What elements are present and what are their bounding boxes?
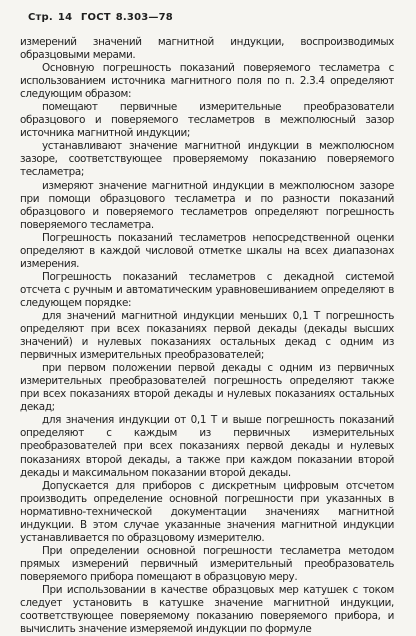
paragraph: Погрешность показаний тесламетров с декадной системой отсчета с ручным и автоматическим уравновешиванием определяют в следующем порядке:	[20, 270, 394, 309]
body-text	[20, 36, 394, 636]
page-header	[28, 12, 178, 23]
standard-label: ГОСТ	[80, 12, 111, 23]
paragraph: измеряют значение магнитной индукции в межполюсном зазоре при помощи образцового тесламетра и по разности показаний образцового и поверяемого тесламетров определяют погрешность поверяемого тесламетра.	[20, 179, 394, 231]
paragraph: измерений значений магнитной индукции, воспроизводимых образцовыми мерами.	[20, 36, 394, 62]
paragraph: помещают первичные измерительные преобразователи образцового и поверяемого тесламетров в межполюсный зазор источника магнитной индукции;	[20, 101, 394, 140]
paragraph: При определении основной погрешности тесламетра методом прямых измерений первичный измерительный преобразователь поверяемого прибора помещают в образцовую меру.	[20, 544, 394, 583]
paragraph: Погрешность показаний тесламетров непосредственной оценки определяют в каждой числовой отметке шкалы на всех диапазонах измерения.	[20, 231, 394, 270]
page-label: Стр.	[28, 12, 53, 23]
paragraph: при первом положении первой декады с одним из первичных измерительных преобразователей погрешность определяют также при всех показаниях второй декады и нулевых показаниях остальных декад;	[20, 362, 394, 414]
paragraph: При использовании в качестве образцовых мер катушек с током следует установить в катушке значение магнитной индукции, соответствующее поверяемому показанию поверяемого прибора, и вычислить значение измеряемой индукции по формуле	[20, 583, 394, 636]
paragraph: для значений магнитной индукции меньших 0,1 Т погрешность определяют при всех показаниях первой декады (декады высших значений) и нулевых показаниях остальных декад с одним из первичных измерительных преобразователей;	[20, 309, 394, 362]
paragraph: Основную погрешность показаний поверяемого тесламетра с использованием источника магнитного поля по п. 2.3.4 определяют следующим образом:	[20, 62, 394, 101]
paragraph: Допускается для приборов с дискретным цифровым отсчетом производить определение основной погрешности при указанных в нормативно-технической документации значениях магнитной индукции. В этом случае указанные значения магнитной индукции устанавливается по образцовому измерителю.	[20, 479, 394, 544]
page-number: 14	[57, 12, 73, 23]
paragraph: устанавливают значение магнитной индукции в межполюсном зазоре, соответствующее проверяемому показанию поверяемого тесламетра;	[20, 140, 394, 179]
standard-number: 8.303—78	[115, 12, 173, 23]
paragraph: для значения индукции от 0,1 Т и выше погрешность показаний определяют с каждым из первичных измерительных преобразователей при всех показаниях первой декады и нулевых показаниях второй декады, а также при каждом показании второй декады и максимальном показании второй декады.	[20, 414, 394, 479]
